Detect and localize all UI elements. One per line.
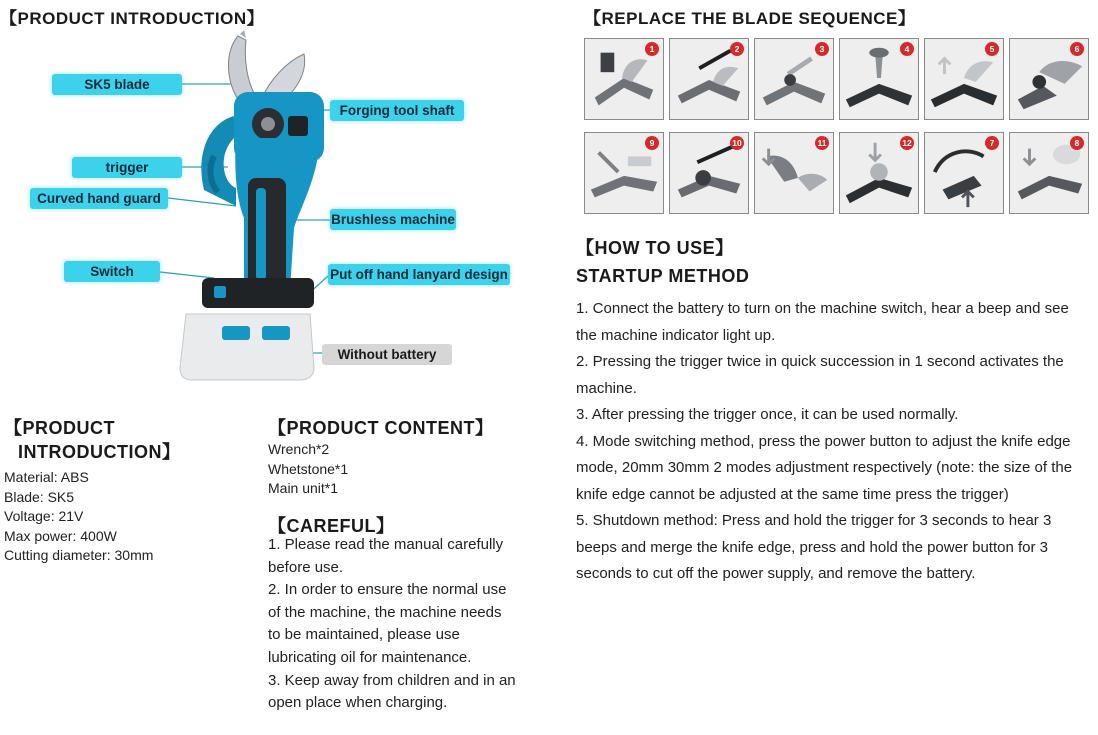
callout-switch: Switch [64, 261, 160, 282]
step-number: 11 [815, 136, 829, 150]
step-number: 6 [1070, 42, 1084, 56]
step-number: 1 [645, 42, 659, 56]
content-whetstone: Whetstone*1 [268, 460, 349, 477]
careful-item: 3. Keep away from children and in an open place when charging. [268, 671, 516, 712]
content-wrench: Wrench*2 [268, 441, 330, 457]
careful-heading: 【CAREFUL】 [268, 516, 395, 536]
spec-cutting: Cutting diameter: 30mm [4, 547, 154, 563]
product-intro-heading-1: 【PRODUCT [4, 418, 115, 438]
blade-step [669, 38, 749, 120]
product-content-heading: 【PRODUCT CONTENT】 [268, 418, 494, 438]
instruction-item: 1. Connect the battery to turn on the machine switch, hear a beep and see the machine indicator light up. [576, 300, 1069, 344]
callout-hand-guard: Curved hand guard [30, 188, 168, 209]
careful-list [268, 534, 518, 715]
product-content-list [268, 440, 348, 499]
blade-step [924, 38, 1004, 120]
blade-step [754, 38, 834, 120]
callout-brushless: Brushless machine [330, 209, 456, 230]
spec-list [4, 468, 153, 566]
step-number: 9 [645, 136, 659, 150]
blade-step [584, 132, 664, 214]
instruction-item: 4. Mode switching method, press the power button to adjust the knife edge mode, 20mm 30mm 2 modes adjustment respectively (note: the size of the knife edge cannot be adjusted at the same time press the trigger) [576, 432, 1073, 503]
step-number: 5 [985, 42, 999, 56]
how-to-use-list [576, 296, 1091, 588]
product-illustration [0, 28, 520, 388]
step-number: 12 [900, 136, 914, 150]
blade-step [839, 38, 919, 120]
callout-without-battery: Without battery [322, 344, 452, 365]
blade-step [584, 38, 664, 120]
spec-voltage: Voltage: 21V [4, 508, 84, 524]
startup-method-heading: STARTUP METHOD [576, 266, 750, 286]
blade-step [1009, 132, 1089, 214]
step-number: 7 [985, 136, 999, 150]
step-number: 10 [730, 136, 744, 150]
step-number: 3 [815, 42, 829, 56]
instruction-item: 2. Pressing the trigger twice in quick succession in 1 second activates the machine. [576, 353, 1064, 397]
blade-step [924, 132, 1004, 214]
spec-blade: Blade: SK5 [4, 488, 75, 505]
blade-sequence-grid [584, 38, 1092, 216]
how-to-use-heading: 【HOW TO USE】 [576, 238, 734, 258]
blade-step [669, 132, 749, 214]
blade-step [839, 132, 919, 214]
step-number: 4 [900, 42, 914, 56]
replace-blade-heading: 【REPLACE THE BLADE SEQUENCE】 [584, 9, 916, 28]
instruction-item: 3. After pressing the trigger once, it can be used normally. [576, 406, 959, 423]
callout-sk5-blade: SK5 blade [52, 74, 182, 95]
callout-forging-shaft: Forging tool shaft [330, 100, 464, 121]
callout-trigger: trigger [72, 157, 182, 178]
content-main-unit: Main unit*1 [268, 480, 339, 496]
careful-item: 1. Please read the manual carefully before use. [268, 536, 504, 576]
careful-item: 2. In order to ensure the normal use of the machine, the machine needs to be maintained, please use lubricating oil for maintenance. [268, 581, 507, 666]
blade-step [1009, 38, 1089, 120]
spec-material: Material: ABS [4, 469, 89, 485]
callout-lanyard: Put off hand lanyard design [328, 264, 510, 285]
product-intro-heading-2: INTRODUCTION】 [18, 442, 181, 462]
blade-step [754, 132, 834, 214]
step-number: 2 [730, 42, 744, 56]
instruction-item: 5. Shutdown method: Press and hold the trigger for 3 seconds to hear 3 beeps and merge the knife edge, press and hold the power button for 3 seconds to cut off the power supply, and remove the battery. [576, 512, 1052, 582]
product-intro-heading-top: 【PRODUCT INTRODUCTION】 [0, 9, 265, 28]
spec-power: Max power: 400W [4, 527, 117, 544]
step-number: 8 [1070, 136, 1084, 150]
